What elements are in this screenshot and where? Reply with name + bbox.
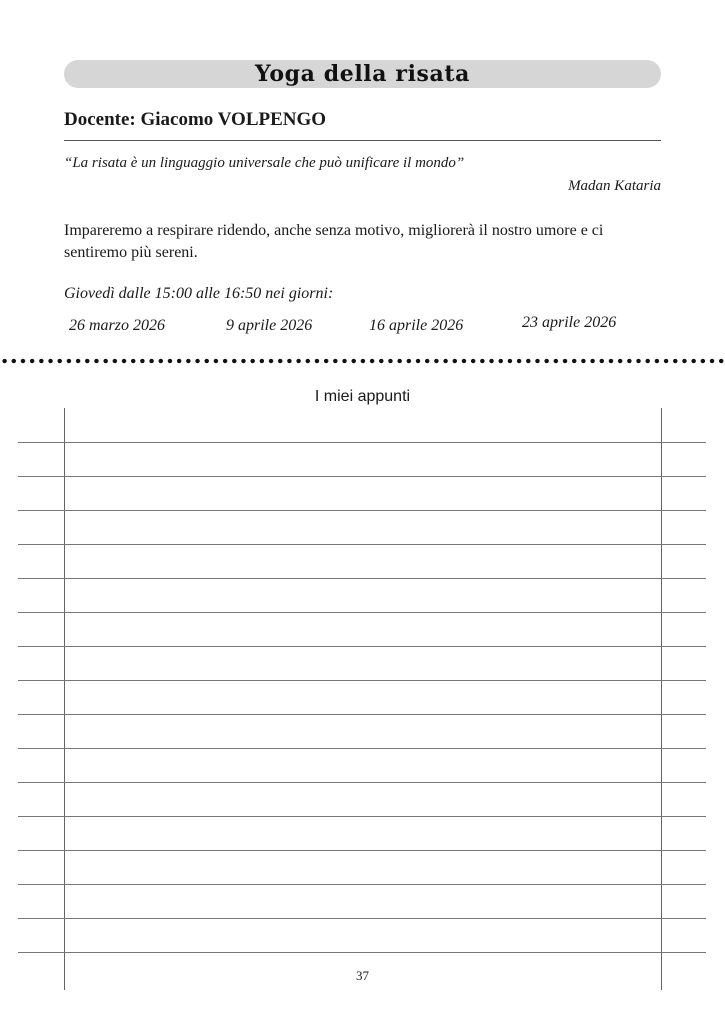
schedule-date: 9 aprile 2026: [226, 317, 313, 334]
teacher-name: Docente: Giacomo VOLPENGO: [64, 109, 661, 141]
notes-ruled-line: [18, 850, 706, 851]
notes-ruled-line: [18, 442, 706, 443]
schedule-intro: Giovedì dalle 15:00 alle 16:50 nei giorni:: [64, 285, 334, 302]
course-description: Impareremo a respirare ridendo, anche senza motivo, migliorerà il nostro umore e ci sentiremo più sereni.: [64, 222, 604, 261]
page-title: Yoga della risata: [255, 61, 470, 87]
notes-ruled-line: [18, 952, 706, 953]
schedule-date: 16 aprile 2026: [369, 317, 464, 334]
notes-ruled-line: [18, 476, 706, 477]
notes-ruled-line: [18, 544, 706, 545]
page-number: 37: [356, 968, 369, 983]
notes-ruled-line: [18, 646, 706, 647]
notes-ruled-line: [18, 578, 706, 579]
dotted-cut-line: [0, 357, 725, 365]
notes-ruled-line: [18, 782, 706, 783]
quote-author: Madan Kataria: [568, 178, 661, 194]
notes-ruled-line: [18, 714, 706, 715]
notes-ruled-line: [18, 918, 706, 919]
notes-ruled-line: [18, 748, 706, 749]
notes-ruled-line: [18, 884, 706, 885]
schedule-date: 23 aprile 2026: [522, 314, 617, 331]
notes-heading: I miei appunti: [314, 388, 411, 405]
quote-text: “La risata è un linguaggio universale che può unificare il mondo”: [64, 155, 465, 171]
notes-ruled-line: [18, 816, 706, 817]
title-banner: [64, 60, 661, 88]
schedule-date: 26 marzo 2026: [69, 317, 166, 334]
notes-ruled-line: [18, 612, 706, 613]
notes-ruled-line: [18, 680, 706, 681]
notes-right-margin-line: [661, 408, 662, 990]
notes-left-margin-line: [64, 408, 65, 990]
notes-ruled-line: [18, 510, 706, 511]
